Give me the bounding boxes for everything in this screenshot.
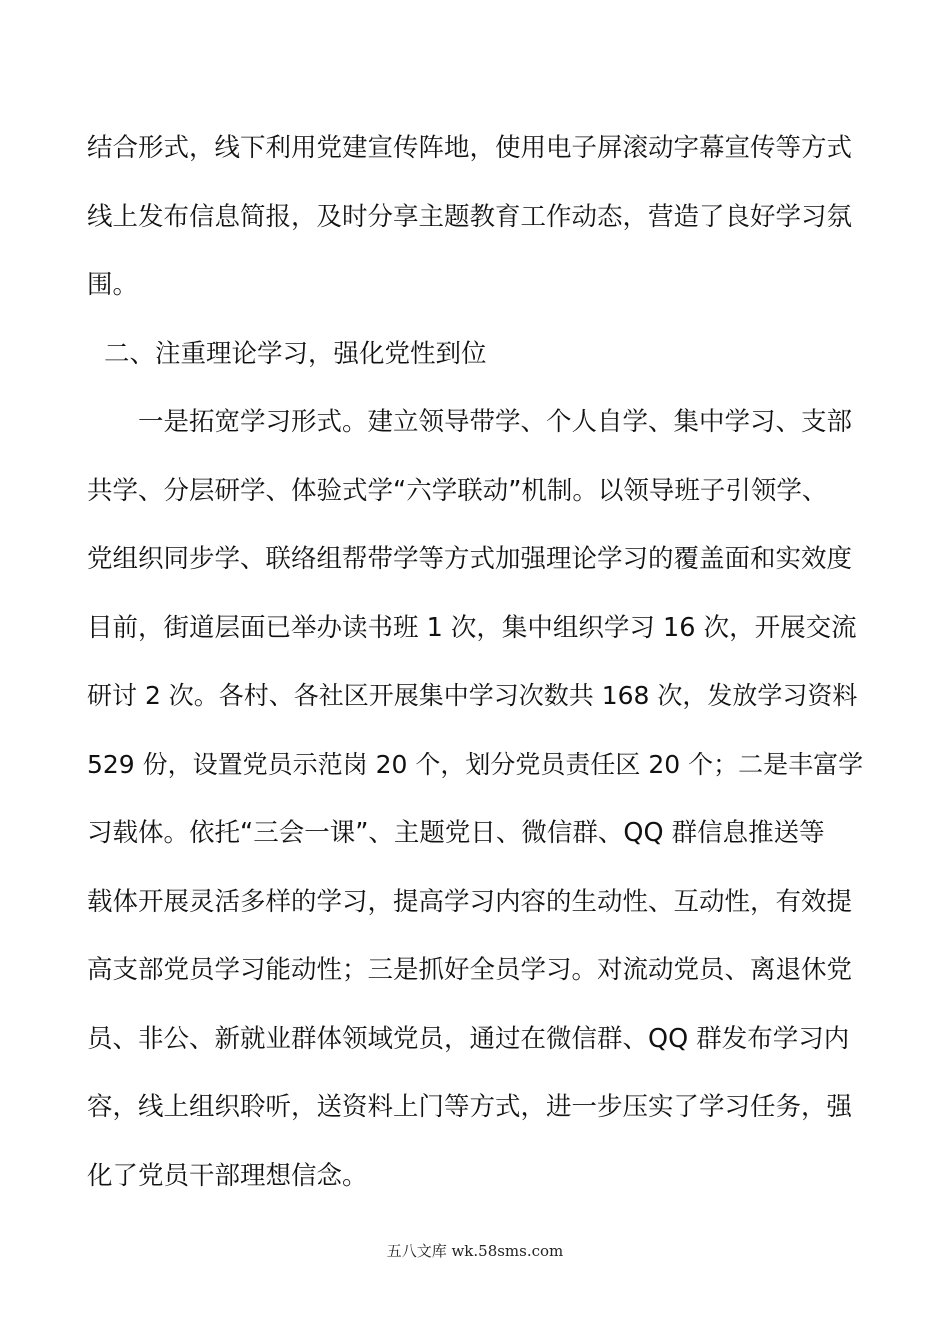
section-heading: 二、注重理论学习，强化党性到位 [104,339,487,369]
body-text-line: 目前，街道层面已举办读书班 1 次，集中组织学习 16 次，开展交流 [87,613,857,643]
body-text-line: 党组织同步学、联络组帮带学等方式加强理论学习的覆盖面和实效度 [87,544,853,574]
body-text-line: 员、非公、新就业群体领域党员，通过在微信群、QQ 群发布学习内 [87,1024,850,1054]
page-footer: 五八文库 wk.58sms.com [386,1242,564,1260]
body-text-line: 线上发布信息简报，及时分享主题教育工作动态，营造了良好学习氛 [87,202,853,232]
body-text-line: 习载体。依托“三会一课”、主题党日、微信群、QQ 群信息推送等 [87,818,825,848]
body-text-line: 围。 [87,270,139,300]
paragraph-first-line: 一是拓宽学习形式。建立领导带学、个人自学、集中学习、支部 [138,407,853,437]
body-text-line: 容，线上组织聆听，送资料上门等方式，进一步压实了学习任务，强 [87,1092,853,1122]
body-text-line: 研讨 2 次。各村、各社区开展集中学习次数共 168 次，发放学习资料 [87,681,858,710]
body-text-line: 高支部党员学习能动性；三是抓好全员学习。对流动党员、离退休党 [87,955,853,985]
body-text-line: 化了党员干部理想信念。 [87,1161,368,1191]
body-text-line: 共学、分层研学、体验式学“六学联动”机制。以领导班子引领学、 [87,476,828,506]
body-text-line: 529 份，设置党员示范岗 20 个，划分党员责任区 20 个；二是丰富学 [87,750,864,779]
body-text-line: 结合形式，线下利用党建宣传阵地，使用电子屏滚动字幕宣传等方式 [87,133,853,163]
body-text-line: 载体开展灵活多样的学习，提高学习内容的生动性、互动性，有效提 [87,887,853,917]
